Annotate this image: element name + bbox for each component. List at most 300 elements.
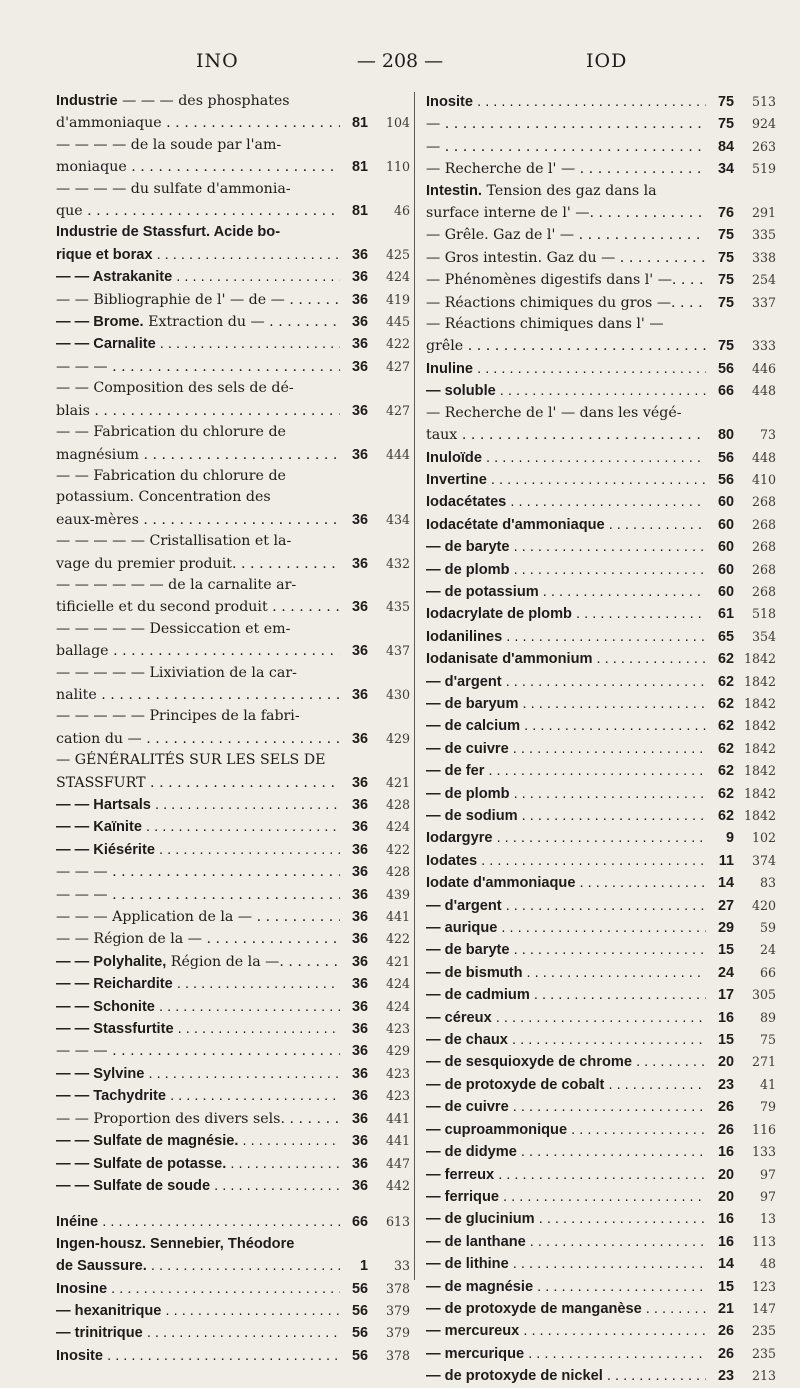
entry-line [56, 906, 410, 928]
page-reference: 254 [751, 272, 776, 288]
index-entry [56, 222, 410, 266]
entry-line [426, 335, 776, 357]
entry-line [56, 1211, 410, 1233]
entry-line [56, 531, 410, 552]
index-entry [56, 750, 410, 794]
index-entry [56, 884, 410, 906]
entry-text: — ferreux . . . [426, 1165, 706, 1186]
page-reference: 1842 [743, 785, 776, 801]
index-entry [426, 514, 776, 536]
volume-number: 66 [351, 1214, 368, 1231]
index-entry [426, 181, 776, 225]
volume-number: 62 [717, 808, 734, 824]
page-reference: 423 [385, 1065, 410, 1081]
entry-text: — de baryum . . . [426, 694, 706, 715]
entry-line [426, 895, 776, 917]
index-entry [426, 1365, 776, 1387]
page-reference: 116 [751, 1121, 776, 1137]
entry-line [56, 553, 410, 575]
entry-text: — . . . [426, 137, 706, 158]
index-entry [56, 1345, 410, 1367]
entry-line [426, 202, 776, 224]
page-reference: 123 [751, 1278, 776, 1294]
entry-text: Invertine . . . [426, 470, 706, 491]
entry-line [426, 760, 776, 782]
entry-line [426, 181, 776, 202]
index-entry [426, 1253, 776, 1275]
index-entry [56, 179, 410, 223]
volume-number: 26 [717, 1323, 734, 1340]
page-reference: 422 [385, 931, 410, 947]
entry-text: Inéine . . . [56, 1212, 340, 1233]
entry-text: — de didyme . . . [426, 1142, 706, 1163]
entry-text: — hexanitrique . . . [56, 1301, 340, 1322]
page-reference: 439 [385, 886, 410, 902]
volume-number: 15 [717, 942, 734, 959]
entry-text: — de chaux . . . [426, 1030, 706, 1051]
volume-number: 62 [717, 740, 734, 757]
entry-line [56, 772, 410, 794]
entry-line [56, 1345, 410, 1367]
page-reference: 79 [759, 1099, 776, 1115]
entry-text: potassium. Concentration des [56, 489, 271, 506]
entry-line [56, 1040, 410, 1062]
volume-number: 60 [717, 561, 734, 578]
entry-line [426, 626, 776, 648]
index-entry [426, 247, 776, 269]
entry-text: — — Kiésérite . . . [56, 840, 340, 861]
page-reference: 441 [385, 1110, 410, 1126]
entry-text: ballage . . . [56, 641, 340, 662]
volume-number: 27 [717, 897, 734, 914]
volume-number: 81 [351, 115, 368, 132]
volume-number: 17 [717, 987, 734, 1004]
index-entry [426, 1343, 776, 1365]
page-reference: 338 [751, 249, 776, 265]
entry-line [56, 1300, 410, 1322]
entry-text: — de sesquioxyde de chrome . . . [426, 1052, 706, 1073]
entry-line [56, 1278, 410, 1300]
page-reference: 59 [759, 920, 776, 936]
entry-line [426, 559, 776, 581]
entry-text: — — — — de la soude par l'am- [56, 136, 282, 153]
entry-text: — — — . . . [56, 357, 340, 378]
volume-number: 36 [351, 402, 368, 419]
entry-line [426, 738, 776, 760]
entry-text: — — — — — Principes de la fabri- [56, 708, 300, 725]
page-reference: 421 [385, 774, 410, 790]
page-reference: 374 [751, 852, 776, 868]
entry-line [56, 1322, 410, 1344]
entry-line [56, 596, 410, 618]
page-reference: 429 [385, 1043, 410, 1059]
entry-text: — GÉNÉRALITÉS SUR LES SELS DE [56, 752, 326, 769]
page-reference: 428 [385, 864, 410, 880]
volume-number: 11 [718, 852, 734, 869]
entry-text: — de lithine . . . [426, 1254, 706, 1275]
page-reference: 235 [751, 1345, 776, 1361]
entry-line [426, 783, 776, 805]
entry-line [56, 750, 410, 771]
entry-line [56, 1108, 410, 1130]
page-reference: 1842 [743, 651, 776, 667]
index-entry [426, 358, 776, 380]
entry-text: Inuloïde . . . [426, 448, 706, 469]
entry-line [426, 224, 776, 246]
entry-text: — — — Application de la — . . . [56, 907, 340, 928]
header-left-term: INO [196, 50, 239, 72]
entry-line [56, 333, 410, 355]
index-entry [426, 671, 776, 693]
entry-text: — Réactions chimiques dans l' — [426, 316, 664, 333]
entry-text: — — Kaïnite . . . [56, 817, 340, 838]
entry-line [426, 581, 776, 603]
volume-number: 75 [717, 338, 734, 355]
entry-text: — — — — — — de la carnalite ar- [56, 576, 297, 593]
entry-text: — cuproammonique . . . [426, 1120, 706, 1141]
index-entry [426, 469, 776, 491]
index-entry [426, 1029, 776, 1051]
volume-number: 60 [717, 494, 734, 511]
page-reference: 305 [751, 987, 776, 1003]
volume-number: 36 [351, 774, 368, 791]
entry-text: — de cuivre . . . [426, 739, 706, 760]
entry-text: Iodanilines . . . [426, 627, 706, 648]
volume-number: 36 [351, 643, 368, 660]
volume-number: 26 [717, 1099, 734, 1116]
entry-line [426, 358, 776, 380]
volume-number: 61 [717, 606, 734, 623]
entry-line [56, 1234, 410, 1255]
entry-text: nalite . . . [56, 685, 340, 706]
entry-line [56, 466, 410, 487]
page-reference: 133 [751, 1144, 776, 1160]
page-reference: 419 [385, 291, 410, 307]
volume-number: 36 [351, 314, 368, 331]
entry-line [426, 648, 776, 670]
entry-text: grêle . . . [426, 336, 706, 357]
volume-number: 80 [717, 427, 734, 444]
index-entry [56, 575, 410, 619]
entry-text: — de protoxyde de cobalt . . . [426, 1075, 706, 1096]
page-reference: 435 [385, 599, 410, 615]
entry-line [56, 311, 410, 333]
entry-text: — — Fabrication du chlorure de [56, 424, 286, 441]
entry-text: — — Schonite . . . [56, 997, 340, 1018]
page-reference: 378 [385, 1280, 410, 1296]
entry-text: — de baryte . . . [426, 537, 706, 558]
entry-text: — — Reichardite . . . [56, 974, 340, 995]
entry-line [56, 289, 410, 311]
page-reference: 442 [385, 1177, 410, 1193]
entry-text: — — Brome. Extraction du — . . . . [56, 312, 340, 333]
entry-line [426, 536, 776, 558]
volume-number: 75 [717, 272, 734, 289]
entry-text: — de plomb . . . [426, 560, 706, 581]
entry-line [426, 1231, 776, 1253]
page-reference: 437 [385, 643, 410, 659]
entry-line [56, 1085, 410, 1107]
volume-number: 66 [717, 383, 734, 400]
index-entry [56, 1300, 410, 1322]
page-reference: 445 [385, 314, 410, 330]
volume-number: 36 [351, 555, 368, 572]
entry-text: d'ammoniaque . . . [56, 113, 340, 134]
entry-line [426, 292, 776, 314]
volume-number: 36 [351, 1043, 368, 1060]
volume-number: 56 [717, 449, 734, 466]
index-entry [56, 1278, 410, 1300]
page-reference: 428 [385, 797, 410, 812]
entry-line [56, 444, 410, 466]
page-reference: 83 [759, 875, 776, 891]
page-reference: 1842 [743, 808, 776, 823]
entry-line [56, 1130, 410, 1152]
index-entry [426, 224, 776, 246]
entry-headword: — — Brome. [56, 314, 144, 331]
page-reference: 1842 [743, 740, 776, 756]
index-entry [426, 626, 776, 648]
index-entry [426, 895, 776, 917]
entry-line [426, 1320, 776, 1342]
index-entry [56, 1018, 410, 1040]
entry-line [426, 424, 776, 446]
entry-text: — mercurique . . . [426, 1344, 706, 1365]
volume-number: 36 [351, 336, 368, 353]
page-reference: 379 [385, 1325, 410, 1341]
entry-line [56, 839, 410, 861]
entry-line [56, 112, 410, 134]
entry-line [426, 314, 776, 335]
index-entry [426, 559, 776, 581]
entry-text: — de glucinium . . . [426, 1209, 706, 1230]
entry-line [426, 1298, 776, 1320]
volume-number: 36 [351, 953, 368, 970]
entry-text: — — Hartsals . . . [56, 795, 340, 816]
page-reference: 268 [751, 561, 776, 577]
entry-line [426, 1208, 776, 1230]
entry-text: de Saussure. . . . [56, 1256, 340, 1277]
index-entry [56, 91, 410, 135]
index-entry [56, 996, 410, 1018]
index-entry [426, 158, 776, 180]
volume-number: 36 [351, 1065, 368, 1082]
index-entry [56, 1234, 410, 1278]
volume-number: 16 [717, 1144, 734, 1161]
entry-line [56, 222, 410, 243]
entry-text: — de magnésie . . . [426, 1277, 706, 1298]
entry-line [426, 403, 776, 424]
volume-number: 36 [351, 998, 368, 1015]
index-entry [426, 917, 776, 939]
entry-text: — d'argent . . . [426, 672, 706, 693]
entry-text: — — Astrakanite . . . [56, 267, 340, 288]
entry-text: — Phénomènes digestifs dans l' —. . . . [426, 270, 706, 291]
index-entry [426, 850, 776, 872]
page-reference: 423 [385, 1021, 410, 1037]
index-entry [56, 1108, 410, 1130]
index-entry [426, 872, 776, 894]
page-reference: 235 [751, 1323, 776, 1339]
volume-number: 62 [717, 673, 734, 690]
volume-number: 36 [351, 1177, 368, 1194]
page-reference: 444 [385, 446, 410, 462]
volume-number: 84 [717, 138, 734, 155]
page-reference: 271 [751, 1054, 776, 1070]
page-reference: 446 [751, 360, 776, 376]
page-reference: 33 [393, 1258, 410, 1274]
volume-number: 36 [351, 686, 368, 703]
page-reference: 421 [385, 953, 410, 969]
page-reference: 430 [385, 686, 410, 702]
index-entry [426, 984, 776, 1006]
volume-number: 36 [351, 291, 368, 308]
index-entry [426, 1231, 776, 1253]
page-reference: 268 [751, 516, 776, 532]
entry-line [56, 1063, 410, 1085]
index-entry [56, 1153, 410, 1175]
entry-text: — d'argent . . . [426, 896, 706, 917]
index-entry [426, 827, 776, 849]
volume-number: 36 [351, 819, 368, 836]
volume-number: 62 [717, 763, 734, 780]
page-reference: 432 [385, 555, 410, 571]
volume-number: 15 [717, 1032, 734, 1049]
volume-number: 36 [351, 358, 368, 375]
volume-number: 36 [351, 511, 368, 528]
entry-line [56, 816, 410, 838]
entry-line [56, 378, 410, 399]
entry-text: — — — . . . [56, 1041, 340, 1062]
index-entry [426, 1074, 776, 1096]
volume-number: 1 [359, 1258, 368, 1275]
volume-number: 56 [351, 1347, 368, 1364]
entry-text: Intestin. Tension des gaz dans la [426, 182, 657, 199]
page-header [0, 46, 800, 80]
volume-number: 56 [351, 1325, 368, 1342]
entry-text: Iodacrylate de plomb . . . [426, 604, 706, 625]
entry-line [426, 113, 776, 135]
entry-line [56, 1153, 410, 1175]
entry-text: Industrie — — — des phosphates [56, 93, 290, 109]
entry-line [56, 1255, 410, 1277]
volume-number: 75 [717, 116, 734, 133]
entry-text: — — — — — Dessiccation et em- [56, 620, 291, 637]
entry-line [426, 827, 776, 849]
page-reference: 268 [751, 539, 776, 555]
entry-line [56, 1018, 410, 1040]
page-reference: 41 [759, 1076, 776, 1092]
page-reference: 519 [751, 161, 776, 177]
entry-text: surface interne de l' —. . . . [426, 203, 706, 224]
entry-line [56, 996, 410, 1018]
volume-number: 75 [717, 227, 734, 244]
volume-number: 76 [717, 205, 734, 222]
entry-line [56, 619, 410, 640]
entry-text: vage du premier produit. . . . [56, 554, 340, 575]
volume-number: 36 [351, 841, 368, 858]
entry-text: Inosine . . . [56, 1279, 340, 1300]
entry-text: Iodates . . . [426, 851, 706, 872]
page-reference: 422 [385, 841, 410, 857]
index-entry [56, 135, 410, 179]
index-entry [426, 805, 776, 827]
entry-line [56, 156, 410, 178]
volume-number: 81 [351, 203, 368, 220]
index-entry [426, 1164, 776, 1186]
entry-line [426, 1186, 776, 1208]
page-reference: 46 [393, 203, 410, 219]
index-entry [56, 973, 410, 995]
page-reference: 378 [385, 1347, 410, 1363]
entry-line [426, 805, 776, 827]
volume-number: 26 [717, 1345, 734, 1362]
entry-line [426, 1029, 776, 1051]
index-entry [426, 113, 776, 135]
entry-text: blais . . . [56, 401, 340, 422]
entry-text: Iodargyre . . . [426, 828, 706, 849]
entry-line [56, 706, 410, 727]
index-entry [56, 266, 410, 288]
page-reference: 66 [759, 964, 776, 980]
volume-number: 15 [717, 1278, 734, 1295]
entry-text: — mercureux . . . [426, 1321, 706, 1342]
volume-number: 36 [351, 931, 368, 948]
volume-number: 36 [351, 1110, 368, 1127]
volume-number: 36 [351, 1133, 368, 1150]
entry-line [426, 1343, 776, 1365]
page-reference: 427 [385, 358, 410, 374]
volume-number: 23 [717, 1076, 734, 1093]
entry-text: — — Polyhalite, Région de la —. . . . [56, 952, 340, 973]
index-entry [426, 715, 776, 737]
volume-number: 81 [351, 159, 368, 176]
index-entry [426, 1208, 776, 1230]
entry-line [56, 663, 410, 684]
index-entry [56, 1040, 410, 1062]
entry-line [56, 640, 410, 662]
index-entry [56, 951, 410, 973]
entry-line [56, 356, 410, 378]
entry-line [426, 917, 776, 939]
entry-line [56, 728, 410, 750]
entry-text: — — Proportion des divers sels. . . . [56, 1109, 340, 1130]
entry-text: — — Tachydrite . . . [56, 1086, 340, 1107]
volume-number: 36 [351, 599, 368, 616]
index-entry [426, 314, 776, 358]
entry-text: — aurique . . . [426, 918, 706, 939]
entry-text: — — Carnalite . . . [56, 334, 340, 355]
page-reference: 48 [759, 1256, 776, 1272]
index-entry [426, 603, 776, 625]
index-entry [426, 136, 776, 158]
entry-line [56, 266, 410, 288]
index-entry [56, 1130, 410, 1152]
page-number: — 208 — [356, 50, 444, 72]
page-reference: 424 [385, 976, 410, 992]
index-entry [56, 311, 410, 333]
entry-line [426, 603, 776, 625]
index-entry [426, 269, 776, 291]
page-reference: 379 [385, 1302, 410, 1318]
page-reference: 441 [385, 1133, 410, 1149]
entry-line [426, 491, 776, 513]
entry-line [56, 794, 410, 816]
entry-text: — — — . . . [56, 862, 340, 883]
entry-text: Inosite . . . [56, 1346, 340, 1367]
index-entry [56, 706, 410, 750]
page-reference: 268 [751, 494, 776, 510]
